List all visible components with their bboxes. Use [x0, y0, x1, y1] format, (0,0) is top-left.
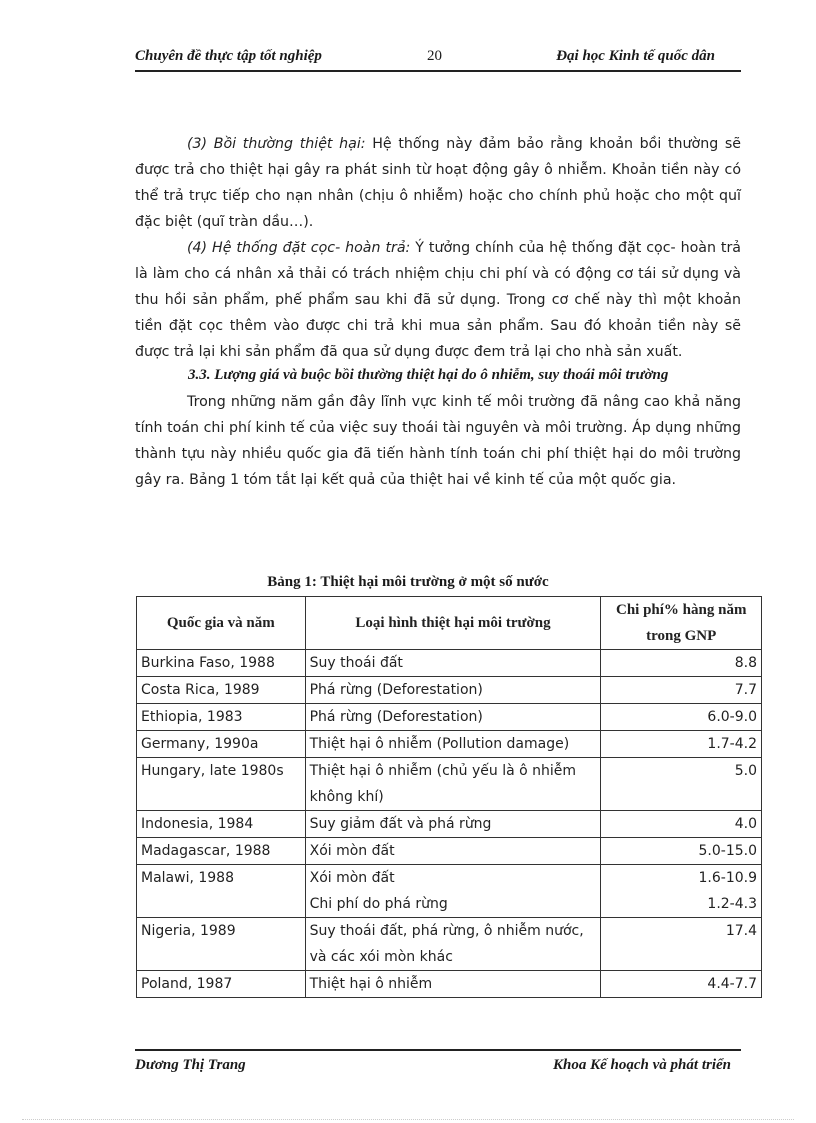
page-footer	[135, 1049, 741, 1073]
table-row	[137, 650, 762, 677]
table-row	[137, 704, 762, 731]
table-header-row	[137, 597, 762, 650]
paragraph-compensation	[135, 131, 741, 235]
paragraph-text: Hệ thống này đảm bảo rằng khoản bồi thường sẽ được trả cho thiệt hại gây ra phát sinh từ hoạt động gây ô nhiễm. Khoản tiền này có thể trả trực tiếp cho nạn nhân (chịu ô nhiễm) hoặc cho chính phủ hoặc cho một quĩ đặc biệt (quĩ tràn dầu…).	[135, 136, 741, 230]
cell-damage-type	[305, 865, 601, 918]
country-text: Costa Rica, 1989	[141, 682, 260, 698]
cell-cost	[601, 677, 762, 704]
cell-cost	[601, 838, 762, 865]
body-paragraphs	[135, 131, 741, 365]
cell-cost	[601, 704, 762, 731]
country-text: Ethiopia, 1983	[141, 709, 243, 725]
cost-text: 5.0-15.0	[698, 843, 757, 859]
paragraph-lead: (3) Bồi thường thiệt hại:	[187, 136, 366, 152]
cost-text: 4.0	[734, 816, 757, 832]
damage-type-text: Phá rừng (Deforestation)	[309, 682, 483, 698]
cell-country	[137, 650, 306, 677]
table-row	[137, 731, 762, 758]
cell-cost	[601, 650, 762, 677]
country-text: Burkina Faso, 1988	[141, 655, 275, 671]
table-row	[137, 918, 762, 971]
cell-cost	[601, 865, 762, 918]
country-text: Madagascar, 1988	[141, 843, 271, 859]
country-text: Indonesia, 1984	[141, 816, 254, 832]
header-country: Quốc gia và năm	[137, 597, 306, 650]
paragraph-lead: (4) Hệ thống đặt cọc- hoàn trả:	[187, 240, 411, 256]
cost-text: 6.0-9.0	[707, 709, 757, 725]
damage-type-text: Suy giảm đất và phá rừng	[309, 816, 492, 832]
cell-damage-type	[305, 758, 601, 811]
cell-cost	[601, 758, 762, 811]
cell-damage-type	[305, 971, 601, 998]
cost-text: 8.8	[734, 655, 757, 671]
footer-department: Khoa Kế hoạch và phát triển	[553, 1057, 731, 1073]
table-title: Bảng 1: Thiệt hại môi trường ở một số nước	[267, 574, 549, 590]
damage-table	[136, 596, 762, 998]
cell-damage-type	[305, 811, 601, 838]
country-text: Nigeria, 1989	[141, 923, 236, 939]
body-paragraph-2	[135, 389, 741, 493]
damage-type-text: Thiệt hại ô nhiễm (Pollution damage)	[309, 736, 570, 752]
country-text: Germany, 1990a	[141, 736, 259, 752]
cell-country	[137, 704, 306, 731]
table-row	[137, 971, 762, 998]
cell-country	[137, 677, 306, 704]
table-row	[137, 865, 762, 918]
page-edge-divider	[22, 1119, 794, 1120]
page-header	[135, 48, 741, 72]
cost-text: 17.4	[725, 923, 757, 939]
page-number: 20	[427, 48, 442, 64]
cell-damage-type	[305, 918, 601, 971]
header-title: Chuyên đề thực tập tốt nghiệp	[135, 48, 322, 64]
table-row	[137, 677, 762, 704]
cost-text: 1.2-4.3	[707, 896, 757, 912]
cell-country	[137, 811, 306, 838]
cell-cost	[601, 971, 762, 998]
cell-country	[137, 865, 306, 918]
cell-country	[137, 731, 306, 758]
cell-damage-type	[305, 677, 601, 704]
cell-damage-type	[305, 731, 601, 758]
cost-text: 7.7	[734, 682, 757, 698]
cell-country	[137, 838, 306, 865]
cost-text: 1.6-10.9	[698, 870, 757, 886]
cell-damage-type	[305, 650, 601, 677]
cell-country	[137, 918, 306, 971]
cell-damage-type	[305, 838, 601, 865]
damage-type-text: Suy thoái đất, phá rừng, ô nhiễm nước, và các xói mòn khác	[309, 923, 584, 965]
country-text: Poland, 1987	[141, 976, 233, 992]
cell-cost	[601, 731, 762, 758]
table-row	[137, 811, 762, 838]
cell-country	[137, 971, 306, 998]
header-type: Loại hình thiệt hại môi trường	[305, 597, 601, 650]
cell-country	[137, 758, 306, 811]
table-row	[137, 758, 762, 811]
damage-type-text: Xói mòn đất	[309, 843, 395, 859]
cell-damage-type	[305, 704, 601, 731]
damage-type-text: Phá rừng (Deforestation)	[309, 709, 483, 725]
cost-text: 1.7-4.2	[707, 736, 757, 752]
header-cost: Chi phí% hàng năm trong GNP	[601, 597, 762, 650]
cell-cost	[601, 918, 762, 971]
damage-type-text: Thiệt hại ô nhiễm (chủ yếu là ô nhiễm không khí)	[309, 763, 577, 805]
paragraph-text: Ý tưởng chính của hệ thống đặt cọc- hoàn trả là làm cho cá nhân xả thải có trách nhiệm chịu chi phí và có động cơ tái sử dụng và thu hồi sản phẩm, phế phẩm sau khi đã sử dụng. Trong cơ chế này thì một khoản tiền đặt cọc thêm vào được chi trả khi mua sản phẩm. Sau đó khoản tiền này sẽ được trả lại khi sản phẩm đã qua sử dụng được đem trả lại cho nhà sản xuất.	[135, 240, 741, 360]
damage-type-text: Suy thoái đất	[309, 655, 403, 671]
paragraph-deposit-refund	[135, 235, 741, 365]
footer-author: Dương Thị Trang	[135, 1057, 246, 1073]
table-row	[137, 838, 762, 865]
cell-cost	[601, 811, 762, 838]
damage-type-text: Thiệt hại ô nhiễm	[309, 976, 433, 992]
damage-type-text: Chi phí do phá rừng	[309, 896, 448, 912]
header-university: Đại học Kinh tế quốc dân	[556, 48, 715, 64]
section-heading: 3.3. Lượng giá và buộc bồi thường thiệt hại do ô nhiễm, suy thoái môi trường	[188, 367, 669, 383]
country-text: Hungary, late 1980s	[141, 763, 284, 779]
country-text: Malawi, 1988	[141, 870, 234, 886]
cost-text: 5.0	[734, 763, 757, 779]
paragraph-intro: Trong những năm gần đây lĩnh vực kinh tế môi trường đã nâng cao khả năng tính toán chi phí kinh tế của việc suy thoái tài nguyên và môi trường. Áp dụng những thành tựu này nhiều quốc gia đã tiến hành tính toán chi phí thiệt hại do môi trường gây ra. Bảng 1 tóm tắt lại kết quả của thiệt hai về kinh tế của một quốc gia.	[135, 394, 741, 488]
damage-type-text: Xói mòn đất	[309, 870, 395, 886]
cost-text: 4.4-7.7	[707, 976, 757, 992]
